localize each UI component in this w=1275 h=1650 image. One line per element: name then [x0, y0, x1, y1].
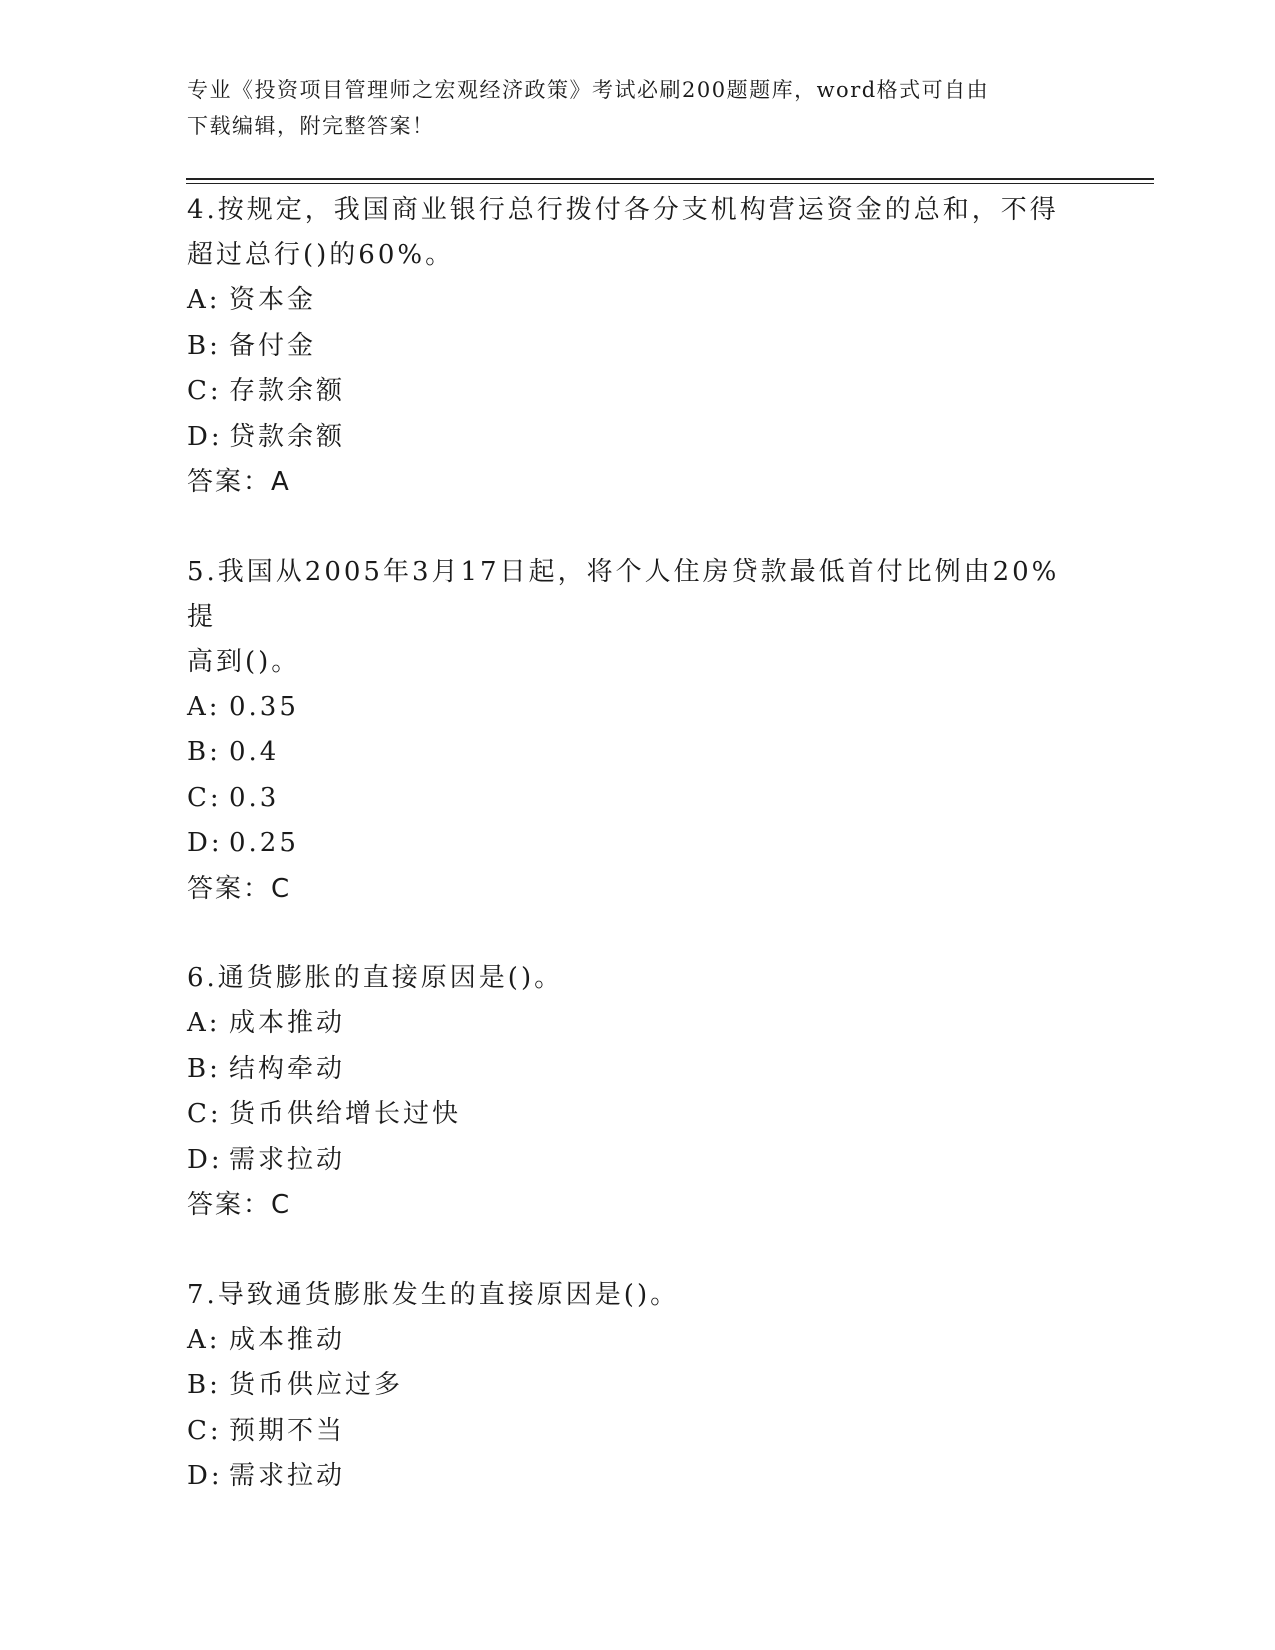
option-text: 需求拉动	[229, 1461, 346, 1491]
header-rule-thick	[186, 178, 1154, 180]
option-letter: C:	[187, 1099, 222, 1129]
question-6	[187, 956, 1087, 1229]
option-letter: B:	[187, 737, 221, 767]
option-a	[187, 685, 1087, 731]
option-a	[187, 278, 1087, 324]
option-text: 需求拉动	[229, 1144, 346, 1175]
option-c	[187, 369, 1087, 415]
option-text: 0.4	[229, 737, 280, 767]
option-letter: A:	[187, 285, 221, 315]
option-letter: D:	[187, 1461, 223, 1491]
answer-line: 答案：C	[187, 1190, 292, 1220]
option-d	[187, 1454, 1087, 1500]
option-b	[187, 730, 1087, 776]
option-letter: D:	[187, 828, 223, 858]
document-header: 专业《投资项目管理师之宏观经济政策》考试必刷200题题库，word格式可自由 下载编辑，附完整答案！	[187, 78, 990, 138]
option-text: 货币供应过多	[229, 1370, 404, 1400]
option-c	[187, 1409, 1087, 1455]
option-letter: A:	[187, 1324, 221, 1355]
option-text: 成本推动	[229, 1008, 346, 1038]
option-a	[187, 1318, 1087, 1364]
option-text: 货币供给增长过快	[229, 1099, 462, 1129]
option-letter: C:	[187, 376, 222, 406]
question-list	[187, 188, 1087, 1544]
option-letter: B:	[187, 1053, 221, 1084]
header-rule-thin	[186, 183, 1154, 184]
question-stem: 5.我国从2005年3月17日起，将个人住房贷款最低首付比例由20%提 高到()。	[187, 556, 1060, 677]
option-text: 存款余额	[229, 376, 346, 406]
answer-line: 答案：A	[187, 467, 291, 497]
question-4	[187, 188, 1087, 506]
option-letter: D:	[187, 421, 223, 452]
option-a	[187, 1001, 1087, 1047]
question-stem: 4.按规定，我国商业银行总行拨付各分支机构营运资金的总和，不得 超过总行()的60%。	[187, 195, 1059, 270]
option-text: 贷款余额	[229, 421, 346, 452]
option-letter: A:	[187, 1008, 221, 1038]
option-c	[187, 776, 1087, 822]
option-c	[187, 1092, 1087, 1138]
option-b	[187, 1363, 1087, 1409]
option-d	[187, 415, 1087, 461]
option-letter: C:	[187, 782, 222, 813]
option-b	[187, 324, 1087, 370]
option-letter: A:	[187, 691, 221, 722]
question-7	[187, 1273, 1087, 1500]
option-text: 结构牵动	[229, 1053, 346, 1084]
option-letter: B:	[187, 1370, 221, 1400]
option-text: 0.3	[229, 782, 280, 813]
option-d	[187, 821, 1087, 867]
option-text: 0.25	[229, 828, 299, 858]
option-text: 成本推动	[229, 1324, 346, 1355]
question-stem: 6.通货膨胀的直接原因是()。	[187, 963, 564, 993]
option-d	[187, 1138, 1087, 1184]
option-letter: B:	[187, 330, 221, 361]
option-text: 0.35	[229, 691, 299, 722]
option-text: 备付金	[229, 330, 317, 361]
option-b	[187, 1047, 1087, 1093]
option-text: 资本金	[229, 285, 317, 315]
question-5	[187, 550, 1087, 913]
option-letter: C:	[187, 1415, 222, 1446]
answer-line: 答案：C	[187, 873, 292, 904]
question-stem: 7.导致通货膨胀发生的直接原因是()。	[187, 1279, 680, 1310]
option-letter: D:	[187, 1144, 223, 1175]
option-text: 预期不当	[229, 1415, 346, 1446]
